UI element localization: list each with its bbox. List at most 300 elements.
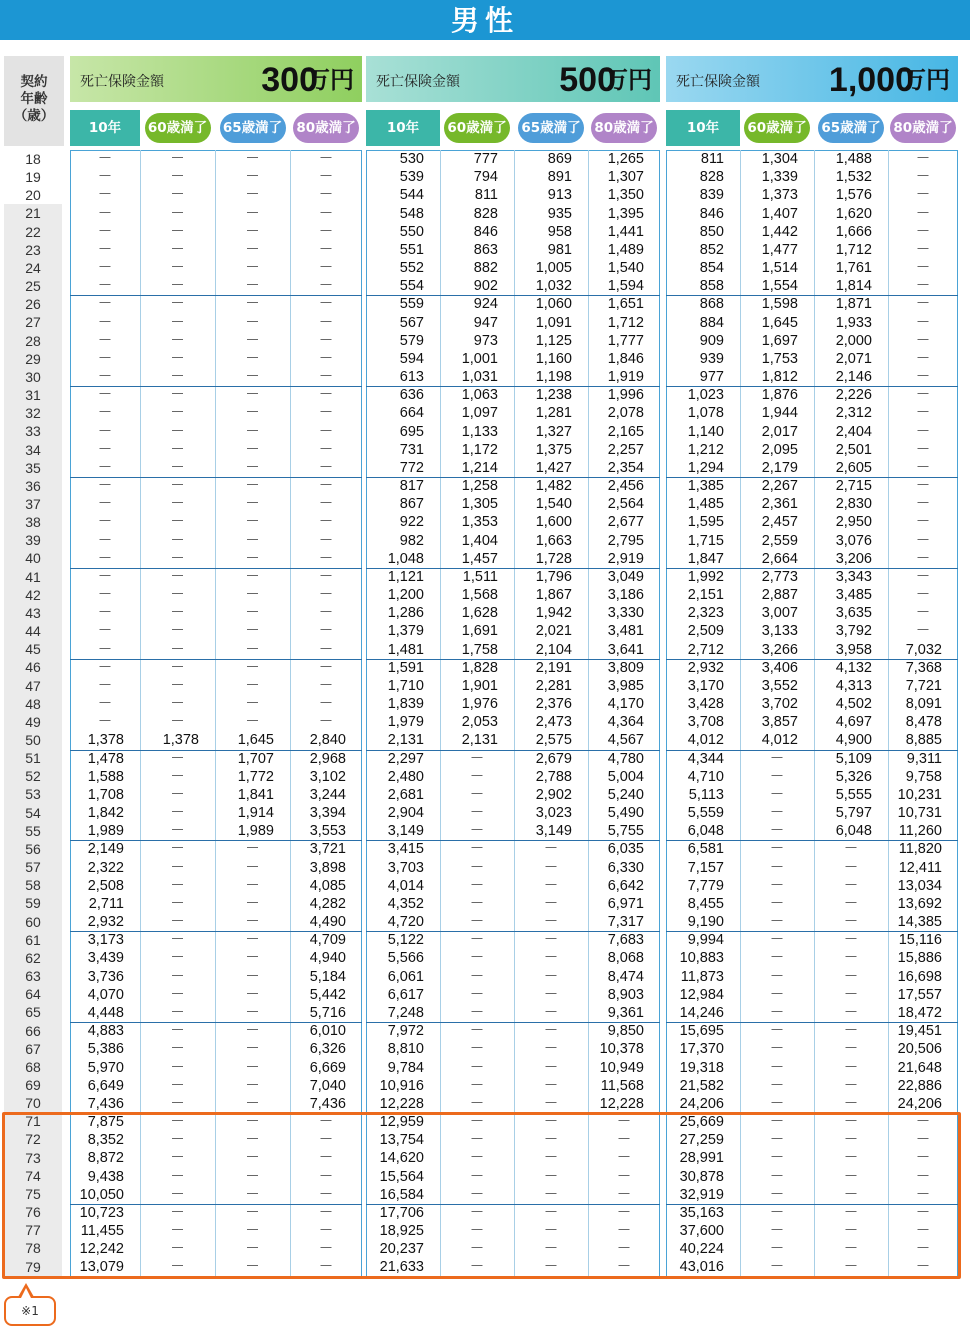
premium-cell: － <box>469 914 485 931</box>
premium-cell: 15,695 <box>679 1023 724 1040</box>
premium-cell: － <box>915 459 931 476</box>
age-label: 73 <box>4 1149 62 1167</box>
premium-cell: 13,034 <box>897 877 942 894</box>
premium-cell: 1,133 <box>461 423 498 440</box>
premium-cell: 977 <box>699 369 724 386</box>
premium-cell: － <box>318 478 334 495</box>
coverage-header <box>70 56 362 102</box>
premium-cell: － <box>843 914 859 931</box>
premium-cell: 6,061 <box>387 968 424 985</box>
premium-cell: － <box>915 278 931 295</box>
premium-cell: － <box>543 914 559 931</box>
age-label: 74 <box>4 1167 62 1185</box>
age-label: 56 <box>4 840 62 858</box>
age-label: 65 <box>4 1003 62 1021</box>
premium-cell: － <box>170 841 185 858</box>
age-label: 24 <box>4 259 62 277</box>
premium-cell: 4,448 <box>87 1004 124 1021</box>
premium-cell: － <box>915 496 931 513</box>
premium-cell: 1,482 <box>535 478 572 495</box>
premium-cell: － <box>170 478 185 495</box>
premium-cell: 664 <box>399 405 424 422</box>
premium-cell: 7,436 <box>87 1095 124 1112</box>
premium-cell: － <box>915 1223 931 1240</box>
age-label: 44 <box>4 622 62 640</box>
premium-cell: 3,394 <box>309 805 346 822</box>
premium-cell: － <box>843 1041 859 1058</box>
premium-cell: － <box>616 1168 632 1185</box>
premium-cell: 1,281 <box>535 405 572 422</box>
premium-cell: － <box>915 1186 931 1203</box>
premium-cell: 3,439 <box>87 950 124 967</box>
premium-cell: 10,916 <box>379 1077 424 1094</box>
premium-cell: － <box>915 169 931 186</box>
premium-cell: － <box>469 859 485 876</box>
age-label: 30 <box>4 368 62 386</box>
premium-cell: 1,979 <box>387 714 424 731</box>
premium-cell: 924 <box>473 296 498 313</box>
premium-cell: 1,258 <box>461 478 498 495</box>
premium-cell: 9,361 <box>607 1004 644 1021</box>
premium-cell: － <box>170 151 185 167</box>
premium-cell: 4,710 <box>687 768 724 785</box>
premium-cell: 4,709 <box>309 932 346 949</box>
premium-cell: 5,797 <box>835 805 872 822</box>
premium-cell: － <box>97 314 113 331</box>
premium-cell: 636 <box>399 387 424 404</box>
premium-cell: 1,620 <box>835 205 872 222</box>
premium-cell: 1,140 <box>687 423 724 440</box>
premium-cell: 1,944 <box>761 405 798 422</box>
premium-cell: － <box>769 786 785 803</box>
premium-cell: 4,344 <box>687 750 724 767</box>
premium-cell: 9,784 <box>387 1059 424 1076</box>
premium-cell: － <box>245 1204 260 1221</box>
premium-cell: 1,078 <box>687 405 724 422</box>
premium-cell: － <box>245 914 260 931</box>
premium-cell: － <box>245 1241 260 1258</box>
premium-cell: 5,970 <box>87 1059 124 1076</box>
premium-cell: － <box>245 187 260 204</box>
premium-cell: 1,032 <box>535 278 572 295</box>
premium-cell: － <box>769 1041 785 1058</box>
premium-cell: － <box>170 1241 185 1258</box>
premium-cell: － <box>245 932 260 949</box>
premium-cell: 11,260 <box>898 823 942 840</box>
premium-cell: 1,710 <box>387 677 424 694</box>
premium-cell: 567 <box>399 314 424 331</box>
premium-cell: 1,576 <box>835 187 872 204</box>
age-label: 79 <box>4 1258 62 1276</box>
premium-cell: － <box>469 1168 485 1185</box>
premium-cell: － <box>245 1150 260 1167</box>
premium-cell: 6,035 <box>607 841 644 858</box>
premium-cell: － <box>318 405 334 422</box>
premium-cell: 4,720 <box>387 914 424 931</box>
premium-cell: － <box>769 1059 785 1076</box>
premium-cell: － <box>616 1132 632 1149</box>
term-tab-label: 60歳満了 <box>145 113 211 143</box>
premium-cell: 18,925 <box>379 1223 424 1240</box>
premium-cell: － <box>469 768 485 785</box>
premium-cell: － <box>543 1095 559 1112</box>
premium-cell: 1,532 <box>835 169 872 186</box>
premium-cell: 2,968 <box>309 750 346 767</box>
premium-cell: － <box>245 1041 260 1058</box>
premium-cell: 2,677 <box>607 514 644 531</box>
premium-cell: 550 <box>399 223 424 240</box>
term-tab <box>366 110 440 146</box>
premium-cell: － <box>915 423 931 440</box>
premium-cell: － <box>97 187 113 204</box>
premium-cell: 6,326 <box>309 1041 346 1058</box>
premium-cell: 1,758 <box>461 641 498 658</box>
premium-cell: 8,478 <box>905 714 942 731</box>
age-label: 20 <box>25 187 41 204</box>
premium-cell: － <box>769 986 785 1003</box>
age-label: 38 <box>4 513 62 531</box>
premium-cell: － <box>170 260 185 277</box>
premium-cell: － <box>170 1059 185 1076</box>
premium-cell: 2,887 <box>761 587 798 604</box>
premium-cell: 4,132 <box>835 659 872 676</box>
premium-cell: 3,330 <box>607 605 644 622</box>
premium-cell: 9,311 <box>906 750 942 767</box>
premium-cell: 1,814 <box>835 278 872 295</box>
premium-cell: 13,692 <box>897 895 942 912</box>
premium-cell: 884 <box>699 314 724 331</box>
premium-cell: － <box>915 441 931 458</box>
premium-cell: － <box>843 1259 859 1276</box>
premium-cell: 891 <box>547 169 572 186</box>
premium-cell: 548 <box>399 205 424 222</box>
term-tab-label: 10年 <box>366 110 440 146</box>
premium-cell: 1,728 <box>535 550 572 567</box>
premium-cell: － <box>469 932 485 949</box>
premium-cell: － <box>843 841 859 858</box>
premium-cell: 7,972 <box>387 1023 424 1040</box>
premium-cell: － <box>769 805 785 822</box>
premium-cell: － <box>245 278 260 295</box>
premium-cell: － <box>543 1186 559 1203</box>
age-label: 39 <box>4 531 62 549</box>
premium-cell: － <box>245 1186 260 1203</box>
term-tab <box>514 110 588 146</box>
premium-cell: 2,226 <box>835 387 872 404</box>
premium-cell: 1,591 <box>387 659 424 676</box>
premium-cell: － <box>170 1114 185 1130</box>
premium-cell: 794 <box>473 169 498 186</box>
premium-cell: 1,265 <box>607 151 644 167</box>
premium-cell: 828 <box>699 169 724 186</box>
term-tab-label: 10年 <box>70 110 140 146</box>
age-label: 25 <box>4 277 62 295</box>
premium-cell: － <box>170 1204 185 1221</box>
premium-cell: － <box>318 169 334 186</box>
premium-cell: － <box>170 459 185 476</box>
premium-cell: － <box>245 1114 260 1130</box>
premium-cell: 2,151 <box>687 587 724 604</box>
premium-cell: 19,451 <box>897 1023 942 1040</box>
premium-cell: － <box>843 1095 859 1112</box>
age-header-line: 契約 <box>20 74 48 90</box>
premium-cell: 1,063 <box>461 387 498 404</box>
premium-cell: － <box>170 441 185 458</box>
premium-cell: － <box>769 859 785 876</box>
premium-cell: － <box>170 859 185 876</box>
premium-cell: － <box>170 532 185 549</box>
premium-cell: 1,595 <box>687 514 724 531</box>
premium-cell: － <box>543 895 559 912</box>
premium-cell: － <box>97 514 113 531</box>
premium-cell: － <box>318 1150 334 1167</box>
premium-cell: 2,312 <box>835 405 872 422</box>
premium-cell: － <box>170 932 185 949</box>
premium-cell: 2,095 <box>761 441 798 458</box>
premium-cell: － <box>245 1223 260 1240</box>
premium-cell: 828 <box>473 205 498 222</box>
premium-cell: 3,481 <box>607 623 644 640</box>
premium-cell: 3,023 <box>535 805 572 822</box>
premium-cell: 13,754 <box>379 1132 424 1149</box>
premium-cell: － <box>915 550 931 567</box>
premium-cell: 6,048 <box>835 823 872 840</box>
premium-cell: 12,984 <box>679 986 724 1003</box>
premium-cell: 14,385 <box>897 914 942 931</box>
premium-cell: － <box>245 223 260 240</box>
premium-cell: － <box>843 968 859 985</box>
premium-cell: 1,715 <box>687 532 724 549</box>
premium-cell: － <box>318 1114 334 1130</box>
premium-cell: 7,248 <box>387 1004 424 1021</box>
premium-cell: － <box>170 205 185 222</box>
premium-cell: － <box>543 859 559 876</box>
premium-cell: － <box>915 587 931 604</box>
age-label: 63 <box>4 967 62 985</box>
premium-cell: － <box>915 1150 931 1167</box>
premium-cell: 1,847 <box>687 550 724 567</box>
premium-cell: 1,867 <box>535 587 572 604</box>
premium-cell: － <box>915 1259 931 1276</box>
premium-cell: － <box>543 932 559 949</box>
premium-cell: － <box>170 696 185 713</box>
premium-cell: － <box>170 169 185 186</box>
premium-cell: 6,617 <box>387 986 424 1003</box>
premium-cell: － <box>318 241 334 258</box>
term-tab <box>140 110 215 146</box>
premium-cell: 1,375 <box>535 441 572 458</box>
premium-cell: － <box>170 514 185 531</box>
premium-cell: － <box>97 496 113 513</box>
premium-cell: 6,581 <box>687 841 724 858</box>
age-label: 76 <box>4 1203 62 1221</box>
premium-cell: － <box>469 1186 485 1203</box>
premium-cell: 3,958 <box>835 641 872 658</box>
premium-cell: 2,021 <box>535 623 572 640</box>
age-label: 61 <box>4 931 62 949</box>
premium-cell: 1,651 <box>607 296 644 313</box>
premium-cell: 24,206 <box>897 1095 942 1112</box>
premium-cell: － <box>769 1204 785 1221</box>
premium-cell: － <box>318 387 334 404</box>
coverage-unit: 万円 <box>902 66 950 94</box>
premium-cell: － <box>97 350 113 367</box>
premium-cell: 10,050 <box>79 1186 124 1203</box>
premium-cell: 1,404 <box>461 532 498 549</box>
premium-cell: － <box>245 550 260 567</box>
premium-cell: － <box>170 296 185 313</box>
premium-cell: 1,005 <box>535 260 572 277</box>
premium-cell: － <box>318 496 334 513</box>
premium-cell: － <box>469 968 485 985</box>
premium-cell: 12,228 <box>599 1095 644 1112</box>
premium-cell: 1,125 <box>535 332 572 349</box>
premium-cell: － <box>97 659 113 676</box>
premium-cell: － <box>97 532 113 549</box>
premium-cell: － <box>97 641 113 658</box>
premium-cell: － <box>170 895 185 912</box>
premium-cell: 2,354 <box>607 459 644 476</box>
term-tab <box>290 110 362 146</box>
premium-cell: 4,567 <box>607 732 644 749</box>
premium-cell: － <box>97 260 113 277</box>
premium-cell: － <box>843 859 859 876</box>
premium-cell: － <box>245 260 260 277</box>
age-label: 40 <box>4 549 62 567</box>
term-tab <box>814 110 888 146</box>
premium-cell: － <box>543 950 559 967</box>
premium-cell: － <box>318 1259 334 1276</box>
premium-cell: 2,104 <box>535 641 572 658</box>
premium-cell: 1,871 <box>835 296 872 313</box>
age-label: 47 <box>4 677 62 695</box>
premium-cell: 3,635 <box>835 605 872 622</box>
premium-cell: － <box>170 568 185 585</box>
premium-cell: － <box>97 696 113 713</box>
term-tab-label: 65歳満了 <box>220 113 286 143</box>
premium-cell: 973 <box>473 332 498 349</box>
premium-cell: 1,286 <box>387 605 424 622</box>
premium-cell: － <box>97 387 113 404</box>
age-label: 21 <box>4 204 62 222</box>
premium-cell: 2,322 <box>87 859 124 876</box>
premium-cell: 1,442 <box>761 223 798 240</box>
premium-cell: － <box>170 914 185 931</box>
term-tab-label: 60歳満了 <box>444 113 510 143</box>
term-tab <box>588 110 660 146</box>
coverage-amount: 300 <box>261 61 318 99</box>
premium-cell: － <box>245 859 260 876</box>
premium-cell: 24,206 <box>679 1095 724 1112</box>
premium-cell: － <box>616 1114 632 1130</box>
premium-cell: － <box>318 514 334 531</box>
premium-cell: － <box>543 1114 559 1130</box>
premium-cell: 5,184 <box>309 968 346 985</box>
premium-cell: － <box>769 1077 785 1094</box>
premium-cell: － <box>769 1186 785 1203</box>
premium-cell: 1,812 <box>761 369 798 386</box>
premium-cell: － <box>170 605 185 622</box>
premium-cell: 1,238 <box>535 387 572 404</box>
age-label: 42 <box>4 586 62 604</box>
premium-cell: 19,318 <box>679 1059 724 1076</box>
premium-cell: － <box>170 332 185 349</box>
premium-cell: － <box>170 877 185 894</box>
premium-cell: － <box>170 950 185 967</box>
premium-cell: 811 <box>700 151 724 167</box>
premium-cell: － <box>915 223 931 240</box>
premium-cell: － <box>543 1004 559 1021</box>
premium-cell: 2,679 <box>535 750 572 767</box>
premium-cell: － <box>915 205 931 222</box>
premium-cell: 1,777 <box>607 332 644 349</box>
premium-cell: 9,994 <box>687 932 724 949</box>
premium-cell: 5,442 <box>309 986 346 1003</box>
age-label: 18 <box>25 151 41 167</box>
premium-cell: － <box>843 1004 859 1021</box>
premium-cell: 6,010 <box>309 1023 346 1040</box>
premium-cell: 5,559 <box>687 805 724 822</box>
premium-cell: 1,304 <box>761 151 798 167</box>
age-label: 27 <box>4 313 62 331</box>
premium-cell: － <box>245 677 260 694</box>
premium-cell: 2,267 <box>761 478 798 495</box>
premium-cell: 2,179 <box>761 459 798 476</box>
premium-cell: 3,708 <box>687 714 724 731</box>
premium-cell: － <box>769 1241 785 1258</box>
premium-cell: 10,883 <box>679 950 724 967</box>
premium-cell: 16,698 <box>897 968 942 985</box>
premium-cell: － <box>170 387 185 404</box>
premium-cell: 5,490 <box>607 805 644 822</box>
premium-cell: － <box>245 986 260 1003</box>
premium-cell: 1,707 <box>237 750 274 767</box>
premium-cell: － <box>245 623 260 640</box>
premium-cell: 1,712 <box>607 314 644 331</box>
premium-cell: － <box>170 1004 185 1021</box>
premium-cell: 551 <box>399 241 424 258</box>
premium-cell: － <box>469 1095 485 1112</box>
age-label: 54 <box>4 804 62 822</box>
premium-cell: 2,149 <box>87 841 124 858</box>
premium-cell: 1,385 <box>687 478 724 495</box>
coverage-unit: 万円 <box>306 66 354 94</box>
premium-cell: － <box>170 823 185 840</box>
premium-cell: 3,857 <box>761 714 798 731</box>
premium-cell: 939 <box>699 350 724 367</box>
premium-cell: － <box>170 496 185 513</box>
premium-cell: － <box>769 750 785 767</box>
premium-cell: 3,428 <box>687 696 724 713</box>
premium-cell: － <box>843 1023 859 1040</box>
premium-cell: 21,633 <box>379 1259 424 1276</box>
premium-cell: － <box>543 1132 559 1149</box>
coverage-amount: 500 <box>559 61 616 99</box>
age-label: 58 <box>4 876 62 894</box>
premium-cell: 5,113 <box>688 786 724 803</box>
premium-cell: － <box>97 223 113 240</box>
premium-cell: 1,379 <box>387 623 424 640</box>
premium-cell: 15,886 <box>897 950 942 967</box>
premium-cell: － <box>843 1186 859 1203</box>
premium-cell: 3,406 <box>761 659 798 676</box>
premium-cell: － <box>170 641 185 658</box>
premium-cell: － <box>318 1186 334 1203</box>
premium-cell: － <box>97 369 113 386</box>
premium-cell: 1,645 <box>761 314 798 331</box>
premium-cell: － <box>318 532 334 549</box>
premium-cell: － <box>915 314 931 331</box>
